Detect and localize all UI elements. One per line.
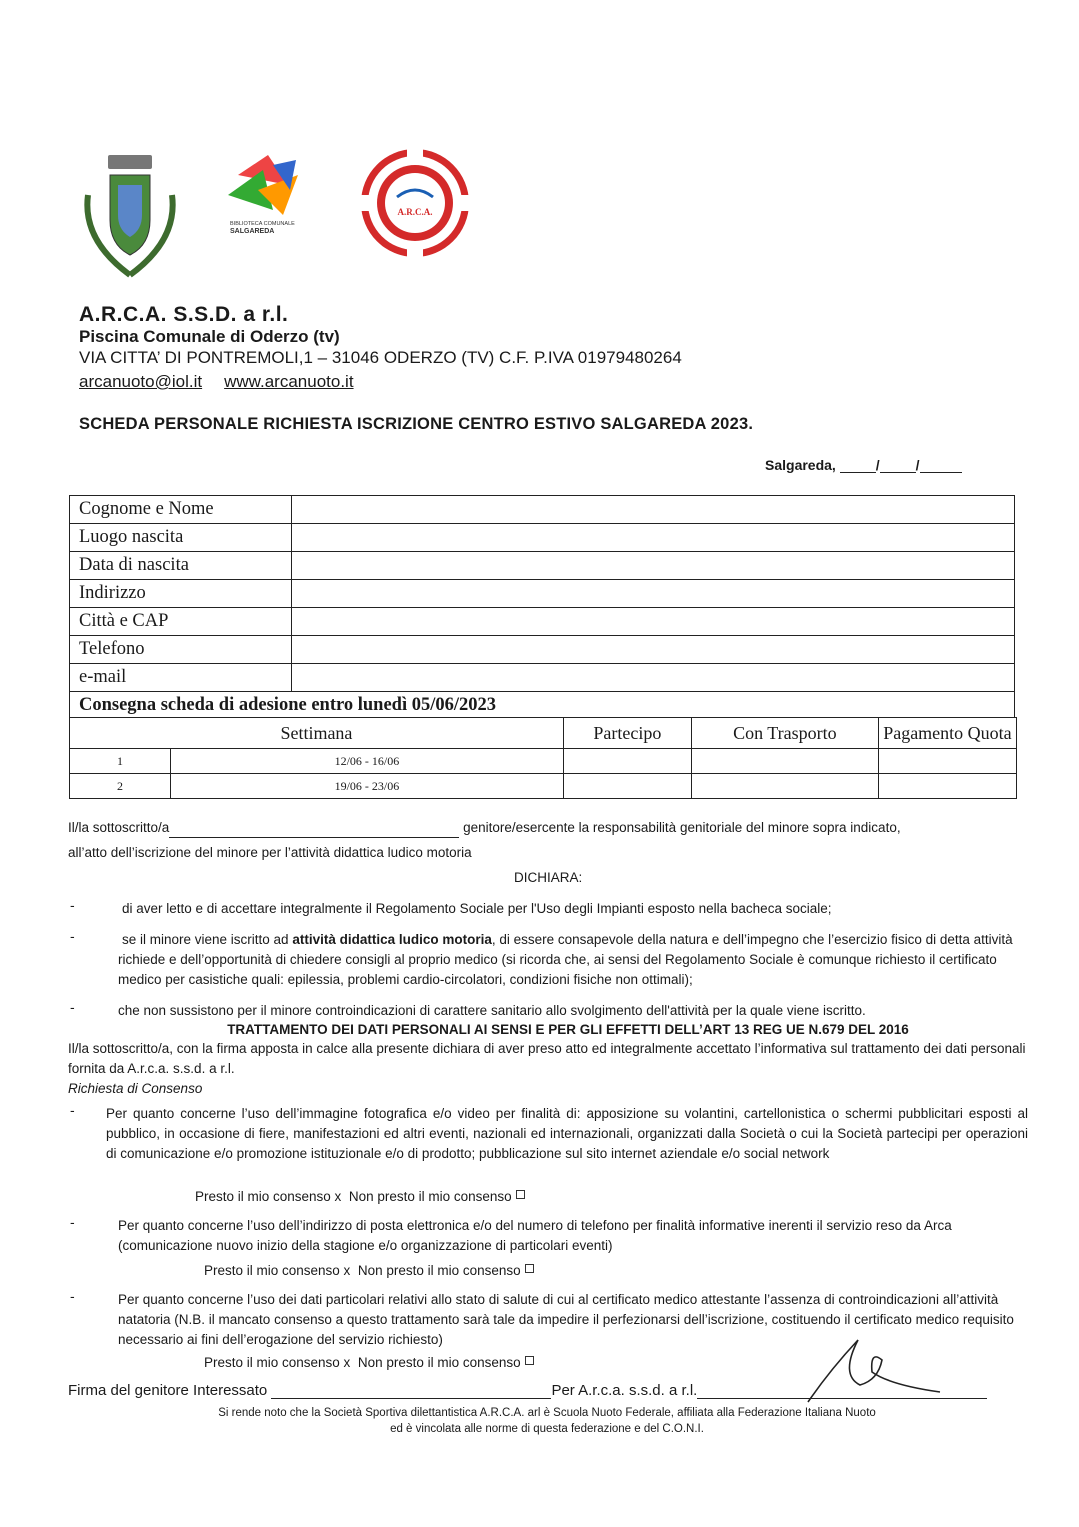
signer-name-field[interactable] (169, 823, 459, 838)
table-row (70, 749, 1017, 774)
form-row (70, 636, 1015, 664)
consent-no-option[interactable]: Non presto il mio consenso (348, 1189, 512, 1204)
website-link[interactable]: www.arcanuoto.it (224, 372, 354, 391)
document-title: SCHEDA PERSONALE RICHIESTA ISCRIZIONE CENTRO ESTIVO SALGAREDA 2023. (79, 415, 754, 433)
form-row (70, 580, 1015, 608)
weeks-table (69, 717, 1017, 799)
week-dates: 12/06 - 16/06 (171, 749, 564, 774)
handwritten-signature (800, 1330, 950, 1410)
consent-item-2: Per quanto concerne l’uso dell’indirizzo di posta elettronica e/o del numero di telefono per finalità informative inerenti il servizio reso da Arca (comunicazione nuovo inizio della stagione e/o organizzazione di particolari eventi) (118, 1218, 952, 1253)
form-row (70, 608, 1015, 636)
svg-text:SALGAREDA: SALGAREDA (230, 228, 275, 235)
municipal-coat-of-arms-logo (87, 155, 172, 275)
declaration-item-3: che non sussistono per il minore controindicazioni di carattere sanitario allo svolgimento dell'attività per la quale viene iscritto. (118, 1003, 866, 1018)
field-label: Cognome e Nome (70, 496, 292, 524)
consent-no-option[interactable]: Non presto il mio consenso (357, 1355, 521, 1370)
partecipo-cell[interactable] (563, 774, 691, 799)
week-number: 1 (70, 749, 171, 774)
date-label: Salgareda, (765, 457, 836, 473)
field-label: Città e CAP (70, 608, 292, 636)
field-value[interactable] (292, 496, 1015, 524)
form-row (70, 524, 1015, 552)
header-settimana: Settimana (70, 718, 564, 749)
privacy-text: Il/la sottoscritto/a, con la firma apposta in calce alla presente dichiara di aver preso atto ed integralmente accettato l’informativa sul trattamento dei dati personali fornita da A.r.c.a. s.s.d. a r.l. (68, 1041, 1026, 1076)
arca-signature-label: Per A.r.c.a. s.s.d. a r.l. (551, 1382, 698, 1399)
footer-note: Si rende noto che la Società Sportiva dilettantistica A.R.C.A. arl è Scuola Nuoto Federale, affiliata alla Federazione Italiana Nuoto ed è vincolata alle norme di questa federazione e del C.O.N.I. (218, 1407, 876, 1435)
parent-signature-field[interactable] (271, 1384, 551, 1399)
field-label: Luogo nascita (70, 524, 292, 552)
field-label: Telefono (70, 636, 292, 664)
field-value[interactable] (292, 580, 1015, 608)
table-row (70, 774, 1017, 799)
svg-text:BIBLIOTECA COMUNALE: BIBLIOTECA COMUNALE (230, 221, 295, 227)
form-row (70, 552, 1015, 580)
consent-choice-2 (204, 1261, 534, 1281)
personal-data-form (69, 495, 1015, 718)
email-link[interactable]: arcanuoto@iol.it (79, 372, 203, 391)
field-value[interactable] (292, 524, 1015, 552)
consent-choice-1 (195, 1187, 525, 1207)
consent-item-3: Per quanto concerne l’uso dei dati particolari relativi allo stato di salute di cui al certificato medico attestante l’assenza di controindicazioni all’attività natatoria (N.B. il mancato consenso a questo trattamento sarà tale da impedire il perfezionarsi dell’iscrizione, costituendo il certificato medico requisito necessario ai fini dell’erogazione del servizio richiesto) (118, 1292, 1014, 1347)
pagamento-cell[interactable] (878, 749, 1016, 774)
week-dates: 19/06 - 23/06 (171, 774, 564, 799)
svg-text:A.R.C.A.: A.R.C.A. (397, 207, 433, 217)
partecipo-cell[interactable] (563, 749, 691, 774)
header-pagamento-quota: Pagamento Quota (878, 718, 1016, 749)
field-label: Indirizzo (70, 580, 292, 608)
declaration-intro: Il/la sottoscritto/a genitore/esercente la responsabilità genitoriale del minore sopra indicato, (68, 818, 1028, 838)
dichiara-heading: DICHIARA: (514, 870, 583, 885)
consent-yes-option[interactable]: Presto il mio consenso x (204, 1355, 351, 1370)
privacy-title: TRATTAMENTO DEI DATI PERSONALI AI SENSI E PER GLI EFFETTI DELL’ART 13 REG UE N.679 DEL 2016 (227, 1022, 909, 1037)
week-number: 2 (70, 774, 171, 799)
field-value[interactable] (292, 636, 1015, 664)
venue-name: Piscina Comunale di Oderzo (tv) (79, 327, 340, 346)
form-row (70, 664, 1015, 692)
contact-line (79, 372, 376, 392)
field-value[interactable] (292, 664, 1015, 692)
arca-lifebuoy-logo (359, 147, 471, 259)
declaration-item-1: di aver letto e di accettare integralmente il Regolamento Sociale per l'Uso degli Impianti esposto nella bacheca sociale; (122, 901, 832, 916)
header-partecipo: Partecipo (563, 718, 691, 749)
consent-subtitle: Richiesta di Consenso (68, 1081, 203, 1096)
consent-no-option[interactable]: Non presto il mio consenso (357, 1263, 521, 1278)
checkbox-icon[interactable] (525, 1264, 534, 1273)
consent-choice-3 (204, 1353, 534, 1373)
consent-yes-option[interactable]: Presto il mio consenso x (204, 1263, 351, 1278)
trasporto-cell[interactable] (691, 749, 878, 774)
declaration-intro-2: all’atto dell’iscrizione del minore per l’attività didattica ludico motoria (68, 845, 472, 860)
library-salgareda-logo (228, 155, 298, 235)
pagamento-cell[interactable] (878, 774, 1016, 799)
consent-item-1: Per quanto concerne l’uso dell’immagine fotografica e/o video per finalità di: apposizione su volantini, cartellonistica o schermi pubblicitari esposti al pubblico, in occasione di fiere, manifestazioni ed altri eventi, nazionali ed internazionali, organizzati dalla Società o cui la Società partecipi per operazioni di comunicazione e/o promozione istituzionale e/o di prodotto; pubblicazione sul sito internet aziendale e/o social network (106, 1106, 1028, 1161)
field-value[interactable] (292, 608, 1015, 636)
field-value[interactable] (292, 552, 1015, 580)
parent-signature-label: Firma del genitore Interessato (68, 1382, 268, 1399)
date-line: Salgareda, / / (765, 457, 962, 473)
checkbox-icon[interactable] (516, 1190, 525, 1199)
declaration-item-2: se il minore viene iscritto ad attività didattica ludico motoria, di essere consapevole della natura e dell’impegno che l’esercizio fisico di detta attività richiede e dell’opportunità di chiedere consigli al proprio medico (si ricorda che, ai sensi del Regolamento Sociale è comunque richiesto il certificato medico per casistiche quali: epilessia, problemi cardio-circolatori, condizioni fisiche non ottimali); (118, 932, 1013, 987)
form-row (70, 496, 1015, 524)
deadline-note: Consegna scheda di adesione entro lunedì 05/06/2023 (70, 692, 1015, 719)
consent-yes-option[interactable]: Presto il mio consenso x (195, 1189, 342, 1204)
field-label: Data di nascita (70, 552, 292, 580)
org-name: A.R.C.A. S.S.D. a r.l. (79, 303, 289, 326)
org-address: VIA CITTA’ DI PONTREMOLI,1 – 31046 ODERZO (TV) C.F. P.IVA 01979480264 (79, 348, 682, 367)
trasporto-cell[interactable] (691, 774, 878, 799)
checkbox-icon[interactable] (525, 1356, 534, 1365)
field-label: e-mail (70, 664, 292, 692)
logos-row (80, 145, 500, 280)
header-con-trasporto: Con Trasporto (691, 718, 878, 749)
